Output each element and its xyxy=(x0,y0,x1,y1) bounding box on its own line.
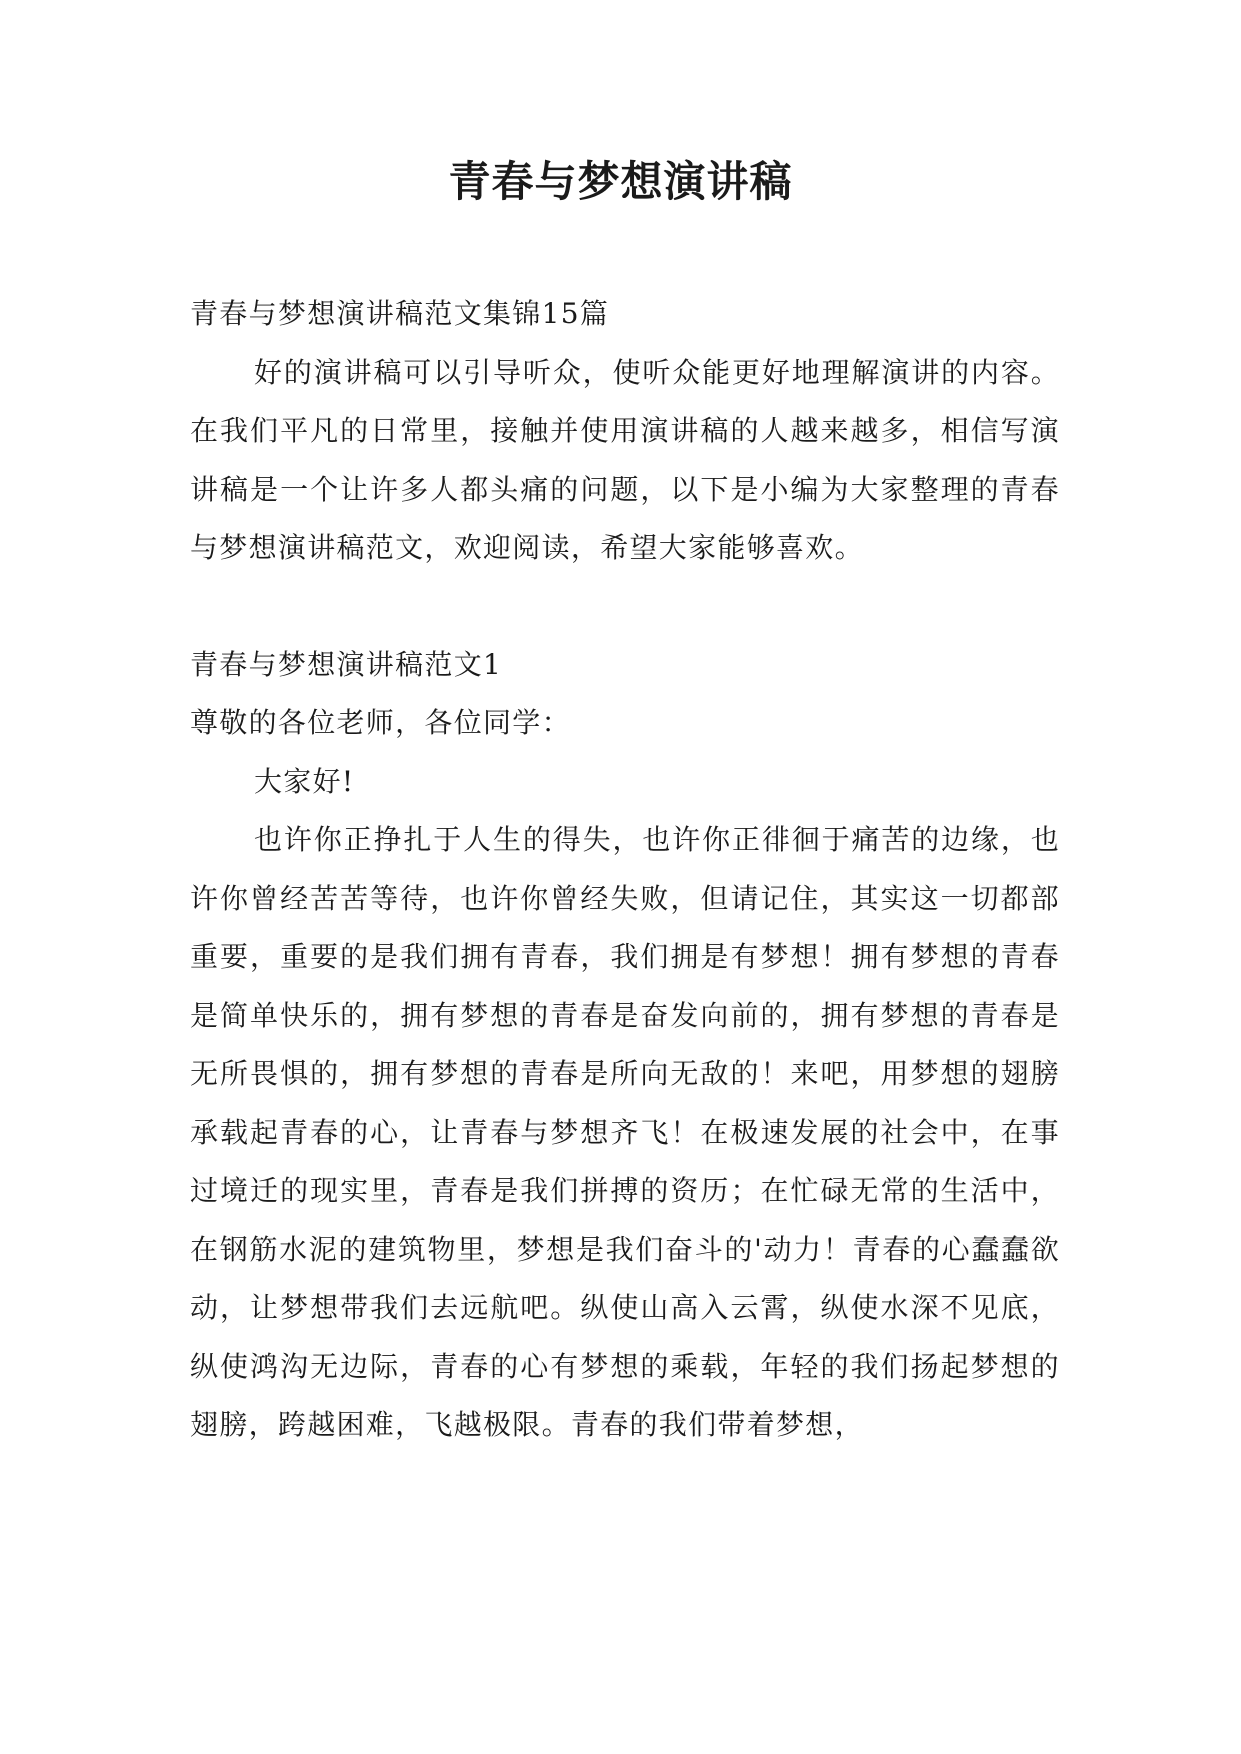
section-spacer xyxy=(190,578,1060,636)
section-heading: 青春与梦想演讲稿范文1 xyxy=(190,647,503,681)
intro-paragraph: 好的演讲稿可以引导听众，使听众能更好地理解演讲的内容。在我们平凡的日常里，接触并使用演讲稿的人越来越多，相信写演讲稿是一个让许多人都头痛的问题，以下是小编为大家整理的青春与梦想演讲稿范文，欢迎阅读，希望大家能够喜欢。 xyxy=(190,355,1060,564)
body-paragraph: 也许你正挣扎于人生的得失，也许你正徘徊于痛苦的边缘，也许你曾经苦苦等待，也许你曾经失败，但请记住，其实这一切都部重要，重要的是我们拥有青春，我们拥是有梦想！拥有梦想的青春是简单快乐的，拥有梦想的青春是奋发向前的，拥有梦想的青春是无所畏惧的，拥有梦想的青春是所向无敌的！来吧，用梦想的翅膀承载起青春的心，让青春与梦想齐飞！在极速发展的社会中，在事过境迁的现实里，青春是我们拼搏的资历；在忙碌无常的生活中，在钢筋水泥的建筑物里，梦想是我们奋斗的'动力！青春的心蠢蠢欲动，让梦想带我们去远航吧。纵使山高入云霄，纵使水深不见底，纵使鸿沟无边际，青春的心有梦想的乘载，年轻的我们扬起梦想的翅膀，跨越困难，飞越极限。青春的我们带着梦想， xyxy=(190,823,1060,1441)
document-subtitle: 青春与梦想演讲稿范文集锦15篇 xyxy=(190,297,610,330)
document-title: 青春与梦想演讲稿 xyxy=(448,157,793,206)
document-body xyxy=(190,285,1060,1455)
greeting: 大家好! xyxy=(254,764,355,798)
salutation: 尊敬的各位老师，各位同学： xyxy=(190,706,571,739)
